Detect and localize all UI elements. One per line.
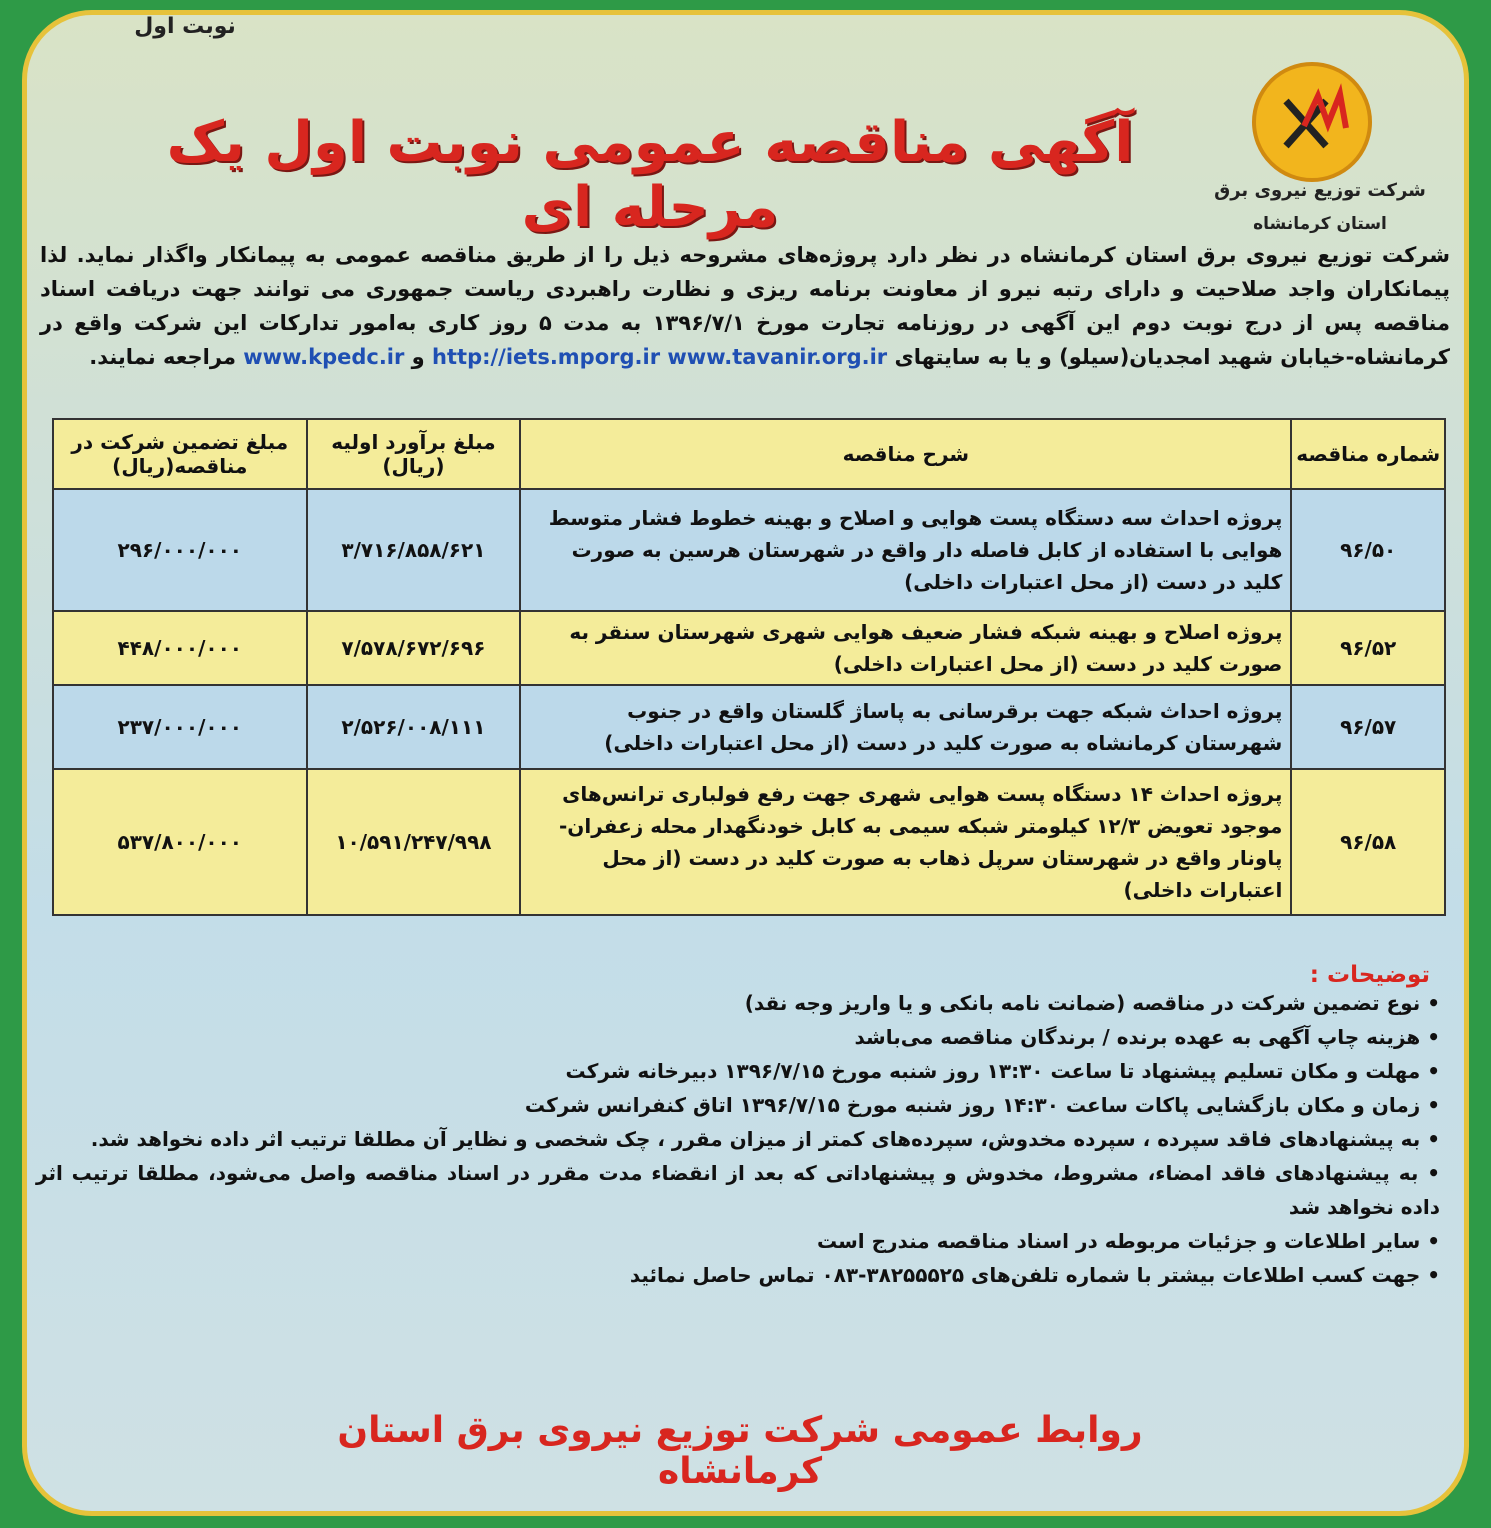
note-item: • سایر اطلاعات و جزئیات مربوطه در اسناد مناقصه مندرج است [36,1224,1440,1258]
table-row [53,489,1445,611]
header-estimate: مبلغ برآورد اولیه (ریال) [307,419,521,489]
tender-guarantee: ۲۹۶/۰۰۰/۰۰۰ [53,489,307,611]
tender-description: پروژه احداث شبکه جهت برقرسانی به پاساژ گلستان واقع در جنوب شهرستان کرمانشاه به صورت کلید در دست (از محل اعتبارات داخلی) [520,685,1291,769]
note-item: • زمان و مکان بازگشایی پاکات ساعت ۱۴:۳۰ روز شنبه مورخ ۱۳۹۶/۷/۱۵ اتاق کنفرانس شرکت [36,1088,1440,1122]
tender-number: ۹۶/۵۷ [1291,685,1445,769]
note-item: • هزینه چاپ آگهی به عهده برنده / برندگان مناقصه می‌باشد [36,1020,1440,1054]
company-province: استان کرمانشاه [1253,214,1387,234]
round-label: نوبت اول [134,14,236,39]
tender-estimate: ۲/۵۲۶/۰۰۸/۱۱۱ [307,685,521,769]
tender-guarantee: ۵۳۷/۸۰۰/۰۰۰ [53,769,307,915]
intro-conj: و [411,345,425,369]
page-title: آگهی مناقصه عمومی نوبت اول یک مرحله ای [166,110,1134,240]
tender-number: ۹۶/۵۲ [1291,611,1445,685]
tender-estimate: ۷/۵۷۸/۶۷۲/۶۹۶ [307,611,521,685]
header-description: شرح مناقصه [520,419,1291,489]
tender-table [52,418,1446,916]
note-item: • به پیشنهادهای فاقد سپرده ، سپرده مخدوش، سپرده‌های کمتر از میزان مقرر ، چک شخصی و نظایر آن مطلقا ترتیب اثر داده نخواهد شد. [36,1122,1440,1156]
table-header-row [53,419,1445,489]
table-row [53,769,1445,915]
tender-estimate: ۱۰/۵۹۱/۲۴۷/۹۹۸ [307,769,521,915]
tender-description: پروژه احداث ۱۴ دستگاه پست هوایی شهری جهت رفع فولباری ترانس‌های موجود تعویض ۱۲/۳ کیلومتر شبکه سیمی به کابل خودنگهدار محله زعفران-پاونار واقع در شهرستان سرپل ذهاب به صورت کلید در دست (از محل اعتبارات داخلی) [520,769,1291,915]
table-row [53,611,1445,685]
intro-paragraph [40,238,1450,374]
tender-number: ۹۶/۵۰ [1291,489,1445,611]
link-tavanir[interactable]: www.tavanir.org.ir [667,345,888,369]
tender-guarantee: ۴۴۸/۰۰۰/۰۰۰ [53,611,307,685]
company-logo-icon [1252,62,1372,182]
tender-description: پروژه احداث سه دستگاه پست هوایی و اصلاح و بهینه خطوط فشار متوسط هوایی با استفاده از کابل فاصله دار واقع در شهرستان هرسین به صورت کلید در دست (از محل اعتبارات داخلی) [520,489,1291,611]
tender-number: ۹۶/۵۸ [1291,769,1445,915]
tender-description: پروژه اصلاح و بهینه شبکه فشار ضعیف هوایی شهری شهرستان سنقر به صورت کلید در دست (از محل اعتبارات داخلی) [520,611,1291,685]
header-number: شماره مناقصه [1291,419,1445,489]
note-item: • جهت کسب اطلاعات بیشتر با شماره تلفن‌های ۳۸۲۵۵۵۲۵-۰۸۳ تماس حاصل نمائید [36,1258,1440,1292]
notes-list [36,986,1440,1292]
note-item: • نوع تضمین شرکت در مناقصه (ضمانت نامه بانکی و یا واریز وجه نقد) [36,986,1440,1020]
tender-guarantee: ۲۳۷/۰۰۰/۰۰۰ [53,685,307,769]
link-iets[interactable]: http://iets.mporg.ir [432,345,661,369]
link-kpedc[interactable]: www.kpedc.ir [243,345,405,369]
footer-signature: روابط عمومی شرکت توزیع نیروی برق استان کرمانشاه [337,1410,1143,1492]
notes-title: توضیحات : [1309,962,1430,988]
intro-text: شرکت توزیع نیروی برق استان کرمانشاه در نظر دارد پروژه‌های مشروحه ذیل را از طریق مناقصه عمومی به پیمانکار واگذار نماید. لذا پیمانکاران واجد صلاحیت و دارای رتبه نیرو از معاونت برنامه ریزی و نظارت راهبردی ریاست جمهوری می توانند جهت دریافت اسناد مناقصه پس از درج نوبت دوم این آگهی در روزنامه تجارت مورخ ۱۳۹۶/۷/۱ به مدت ۵ روز کاری به‌امور تدارکات این شرکت واقع در کرمانشاه-خیابان شهید امجدیان(سیلو) و یا به سایتهای [40,243,1450,369]
tender-estimate: ۳/۷۱۶/۸۵۸/۶۲۱ [307,489,521,611]
intro-tail: مراجعه نمایند. [89,345,236,369]
header-guarantee: مبلغ تضمین شرکت در مناقصه(ریال) [53,419,307,489]
table-row [53,685,1445,769]
company-name: شرکت توزیع نیروی برق [1214,180,1426,201]
note-item: • به پیشنهادهای فاقد امضاء، مشروط، مخدوش و پیشنهاداتی که بعد از انقضاء مدت مقرر در اسناد مناقصه واصل می‌شود، مطلقا ترتیب اثر داده نخواهد شد [36,1156,1440,1224]
note-item: • مهلت و مکان تسلیم پیشنهاد تا ساعت ۱۳:۳۰ روز شنبه مورخ ۱۳۹۶/۷/۱۵ دبیرخانه شرکت [36,1054,1440,1088]
